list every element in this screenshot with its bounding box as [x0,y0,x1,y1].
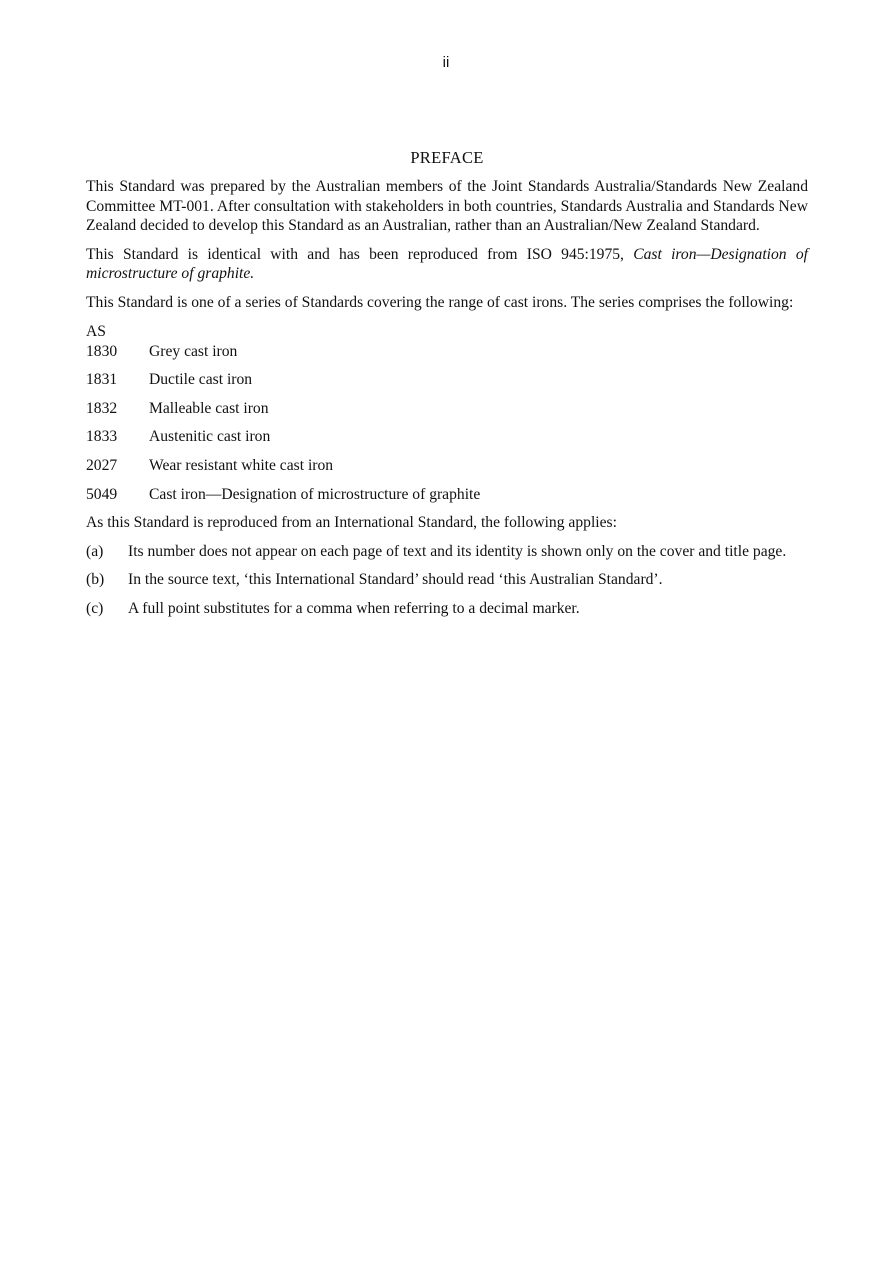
standard-title: Wear resistant white cast iron [149,456,334,474]
iso-reference-text: This Standard is identical with and has been reproduced from ISO 945:1975, [86,245,634,263]
note-text: In the source text, ‘this International Standard’ should read ‘this Australian Standard’. [128,571,663,589]
standards-list-heading: AS [86,322,106,340]
note-item [86,570,808,590]
preface-paragraph-iso-reference [86,245,808,284]
note-item [86,599,808,619]
standard-row [86,485,808,505]
standards-list [86,322,808,505]
standard-number: 1830 [86,342,118,360]
note-marker: (a) [86,542,104,560]
preface-paragraph-committee: This Standard was prepared by the Australian members of the Joint Standards Australia/Standards New Zealand Committee MT-001. After consultation with stakeholders in both countries, Standards Australia and Standards New Zealand decided to develop this Standard as an Australian, rather than an Australian/New Zealand Standard. [86,178,808,235]
preface-paragraph-series: This Standard is one of a series of Standards covering the range of cast irons. The series comprises the following: [86,293,794,311]
standard-number: 1831 [86,371,118,389]
note-marker: (c) [86,599,104,617]
page-number: ii [442,54,450,71]
standard-number: 1833 [86,428,118,446]
preface-paragraph-applies: As this Standard is reproduced from an International Standard, the following applies: [86,514,617,532]
standard-number: 1832 [86,399,118,417]
note-text: Its number does not appear on each page of text and its identity is shown only on the cover and title page. [128,542,787,560]
note-marker: (b) [86,571,105,589]
preface-section [86,148,808,628]
standard-title: Cast iron—Designation of microstructure of graphite [149,485,481,503]
standard-row [86,399,808,419]
standard-title: Ductile cast iron [149,371,253,389]
standard-row [86,456,808,476]
iso-title-italic: Cast iron—Designation of microstructure of graphite. [86,245,808,283]
standard-row [86,342,808,362]
standard-number: 2027 [86,456,118,474]
standard-title: Malleable cast iron [149,399,269,417]
standard-row [86,427,808,447]
standard-title: Grey cast iron [149,342,238,360]
standard-title: Austenitic cast iron [149,428,271,446]
note-text: A full point substitutes for a comma when referring to a decimal marker. [128,599,580,617]
page-title: PREFACE [410,148,484,167]
standard-row [86,370,808,390]
notes-list [86,542,808,619]
standard-number: 5049 [86,485,118,503]
note-item [86,542,808,562]
